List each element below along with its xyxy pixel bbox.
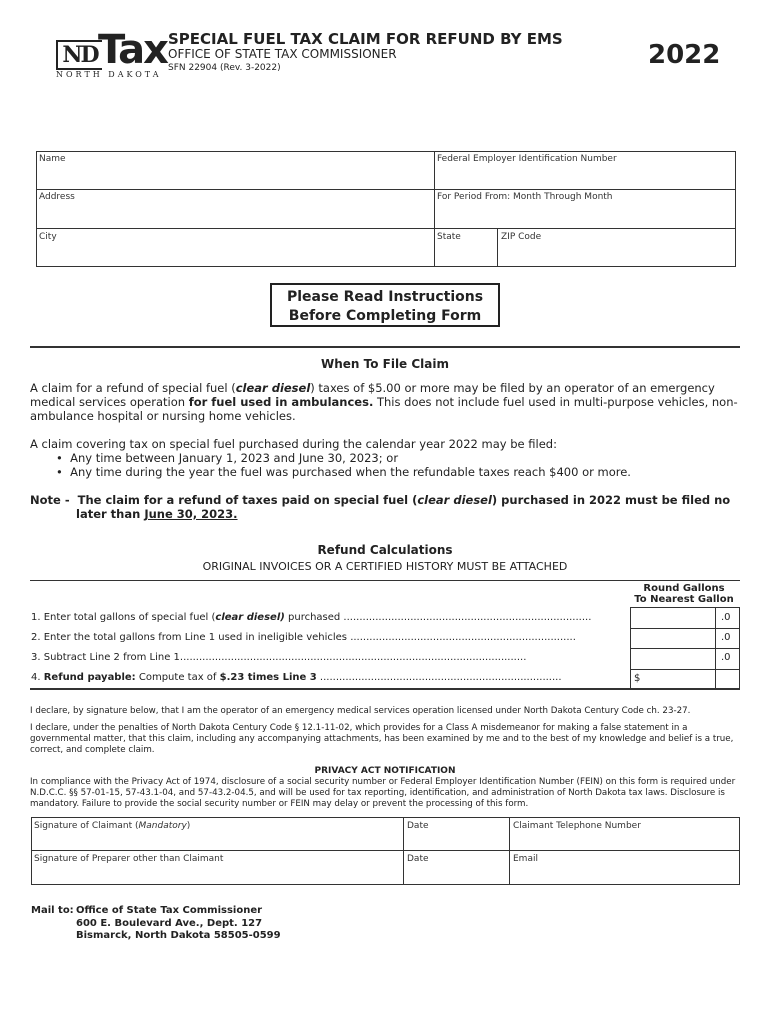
preparer-signature-label: Signature of Preparer other than Claimant xyxy=(34,854,224,864)
text: later than xyxy=(76,507,145,521)
city-field[interactable] xyxy=(37,229,434,266)
privacy-heading: PRIVACY ACT NOTIFICATION xyxy=(314,766,456,776)
fein-label: Federal Employer Identification Number xyxy=(437,154,617,164)
text: Any time between January 1, 2023 and June 30, 2023; or xyxy=(70,451,399,465)
text: Signature of Claimant ( xyxy=(34,821,139,831)
claimant-phone-field[interactable] xyxy=(510,818,739,850)
line-3-decimal: .0 xyxy=(721,652,731,663)
line-1-decimal: .0 xyxy=(721,612,731,623)
when-to-file-paragraph-1 xyxy=(30,381,740,423)
bullet-item-2: • Any time during the year the fuel was purchased when the refundable taxes reach $400 or more. xyxy=(56,465,631,479)
refund-line-1 xyxy=(31,612,617,623)
text: for fuel used in ambulances. xyxy=(188,395,374,409)
refund-bottom-rule xyxy=(30,688,740,690)
preparer-signature-field[interactable] xyxy=(32,851,403,884)
privacy-text: In compliance with the Privacy Act of 1974, disclosure of a social security number or Federal Employer Identification Number (FEIN) on this form is required under N.D.C.C. §§ 57-01-15, 57-43.1-04, and 57-43.2-04.5, and will be used for tax reporting, identification, and administration of North Dakota tax laws. Disclosure is mandatory. Failure to provide the social security number or FEIN may delay or prevent the processing of this form. xyxy=(30,777,736,809)
text: 600 E. Boulevard Ave., Dept. 127 xyxy=(76,917,263,929)
refund-divider xyxy=(30,580,740,581)
form-number: SFN 22904 (Rev. 3-2022) xyxy=(168,63,281,73)
claimant-signature-field[interactable] xyxy=(32,818,403,850)
text: Round Gallons xyxy=(643,583,725,594)
text: Refund payable: xyxy=(43,672,136,683)
date-label: Date xyxy=(407,821,429,831)
dollar-sign: $ xyxy=(634,673,641,684)
address-field[interactable] xyxy=(37,190,434,228)
when-to-file-paragraph-2: A claim covering tax on special fuel purchased during the calendar year 2022 may be filed: xyxy=(30,437,557,451)
text: This does not include fuel used in multi-purpose vehicles, non-ambulance hospital or nursing home vehicles. xyxy=(30,395,738,423)
note-line-2 xyxy=(76,507,676,521)
declaration-license: I declare, by signature below, that I am the operator of an emergency medical services operation licensed under North Dakota Century Code ch. 23-27. xyxy=(30,706,691,716)
refund-line-2: 2. Enter the total gallons from Line 1 used in ineligible vehicles ....................................................................... xyxy=(31,632,576,643)
text: ............................................................................ xyxy=(316,672,562,683)
text: The claim for a refund of taxes paid on special fuel ( xyxy=(77,493,418,507)
line-1-input[interactable] xyxy=(631,608,715,628)
refund-line-4 xyxy=(31,672,617,683)
text: clear diesel) xyxy=(215,612,285,623)
text: ) xyxy=(186,821,191,831)
note-line-1 xyxy=(30,493,740,507)
form-title: SPECIAL FUEL TAX CLAIM FOR REFUND BY EMS xyxy=(168,30,563,48)
preparer-date-field[interactable] xyxy=(404,851,509,884)
text: ) taxes of $5.00 or more may be filed by an operator of an emergency medical services operation xyxy=(30,381,715,409)
text: clear diesel xyxy=(235,381,311,395)
deadline-date: June 30, 2023. xyxy=(144,507,238,521)
email-field[interactable] xyxy=(510,851,739,884)
zip-label: ZIP Code xyxy=(501,232,542,242)
declaration-penalties: I declare, under the penalties of North Dakota Century Code § 12.1-11-02, which provides for a Class A misdemeanor for making a false statement in a governmental matter, that this claim, including any accompanying attachments, has been examined by me and to the best of my knowledge and belief is a true, correct, and complete claim. xyxy=(30,723,734,755)
claimant-date-field[interactable] xyxy=(404,818,509,850)
mailing-address xyxy=(76,905,281,943)
when-to-file-heading: When To File Claim xyxy=(320,357,450,371)
gallons-column-header xyxy=(630,583,738,605)
line-2-decimal: .0 xyxy=(721,632,731,643)
text: Compute tax of xyxy=(135,672,220,683)
text: ) purchased in 2022 must be filed no xyxy=(491,493,731,507)
tax-year: 2022 xyxy=(648,40,721,70)
notice-line-1: Please Read Instructions xyxy=(286,289,484,305)
text: $.23 times Line 3 xyxy=(219,672,317,683)
city-label: City xyxy=(39,232,57,242)
claimant-signature-label xyxy=(34,821,190,831)
email-label: Email xyxy=(513,854,538,864)
text: Office of State Tax Commissioner xyxy=(76,905,263,916)
line-4-input[interactable] xyxy=(631,670,739,690)
text: Bismarck, North Dakota 58505-0599 xyxy=(76,930,281,941)
text: Mandatory xyxy=(138,821,187,831)
text: clear diesel xyxy=(417,493,492,507)
text: purchased .............................................................................. xyxy=(284,612,592,623)
line-2-input[interactable] xyxy=(631,629,715,648)
signature-box xyxy=(31,817,740,885)
instructions-notice xyxy=(270,283,500,327)
office-name: OFFICE OF STATE TAX COMMISSIONER xyxy=(168,47,397,61)
notice-line-2: Before Completing Form xyxy=(288,308,482,324)
logo-tax: Tax xyxy=(98,27,167,73)
address-label: Address xyxy=(39,192,75,202)
state-label: State xyxy=(437,232,461,242)
refund-table xyxy=(630,607,740,690)
refund-heading: Refund Calculations xyxy=(317,543,453,557)
name-label: Name xyxy=(39,154,66,164)
date-label: Date xyxy=(407,854,429,864)
logo-state: NORTH DAKOTA xyxy=(56,70,162,79)
claimant-info-box xyxy=(36,151,736,267)
period-label: For Period From: Month Through Month xyxy=(437,192,613,202)
mail-to-label: Mail to: xyxy=(31,905,74,916)
text: 1. Enter total gallons of special fuel ( xyxy=(31,612,216,623)
bullet-item-1: • Any time between January 1, 2023 and June 30, 2023; or xyxy=(56,451,399,465)
period-field[interactable] xyxy=(435,190,735,228)
note-label: Note - xyxy=(30,493,70,507)
section-divider xyxy=(30,346,740,348)
state-field[interactable] xyxy=(435,229,497,266)
phone-label: Claimant Telephone Number xyxy=(513,821,641,831)
name-field[interactable] xyxy=(37,152,434,189)
line-3-input[interactable] xyxy=(631,649,715,669)
text: 4. xyxy=(31,672,44,683)
text: To Nearest Gallon xyxy=(634,594,734,605)
logo-nd: ND xyxy=(56,40,102,70)
text: Any time during the year the fuel was purchased when the refundable taxes reach $400 or more. xyxy=(70,465,631,479)
refund-subheading: ORIGINAL INVOICES OR A CERTIFIED HISTORY MUST BE ATTACHED xyxy=(202,560,568,573)
zip-field[interactable] xyxy=(498,229,735,266)
text: A claim for a refund of special fuel ( xyxy=(30,381,236,395)
fein-field[interactable] xyxy=(435,152,735,189)
refund-line-3: 3. Subtract Line 2 from Line 1............................................................................................................. xyxy=(31,652,527,663)
